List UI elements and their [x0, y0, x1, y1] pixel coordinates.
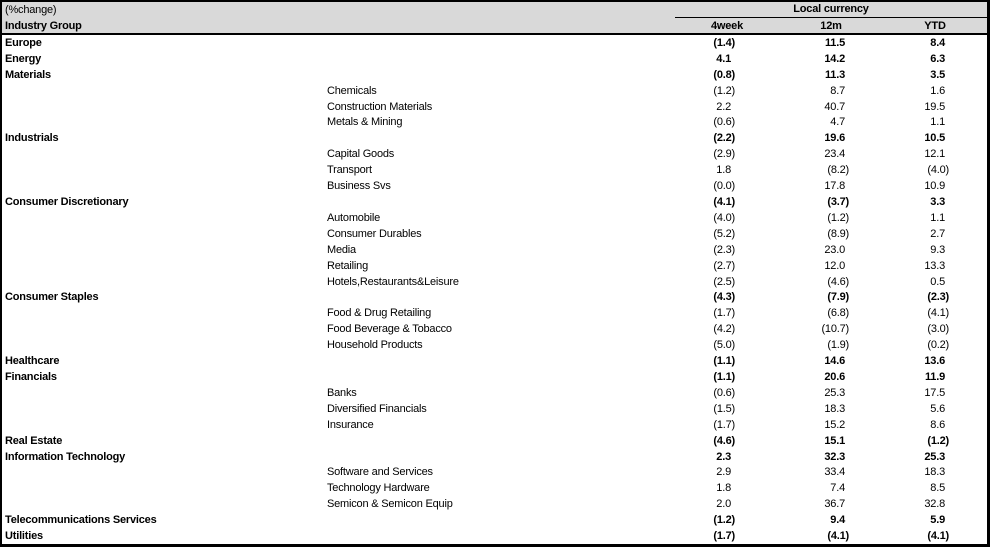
value-12m: (4.6) — [827, 275, 849, 288]
value-ytd: 13.6 — [924, 355, 945, 368]
value-12m: 18.3 — [824, 402, 845, 415]
sub-industry-label: Insurance — [327, 418, 374, 431]
value-4week: (5.0) — [713, 339, 735, 352]
table-row — [2, 115, 987, 131]
table-row — [2, 146, 987, 162]
table-row — [2, 258, 987, 274]
sub-industry-label: Semicon & Semicon Equip — [327, 498, 453, 511]
value-12m: 14.6 — [824, 355, 845, 368]
column-header-12m: 12m — [820, 19, 842, 32]
value-4week: (1.7) — [713, 530, 735, 543]
table-row — [2, 464, 987, 480]
value-12m: 11.3 — [824, 68, 845, 81]
value-12m: (1.9) — [827, 339, 849, 352]
table-row — [2, 130, 987, 146]
value-12m: 15.1 — [824, 434, 845, 447]
table-row — [2, 369, 987, 385]
value-12m: (10.7) — [821, 323, 849, 336]
value-4week: (1.1) — [713, 370, 735, 383]
value-12m: (3.7) — [827, 196, 849, 209]
value-4week: 2.9 — [716, 466, 731, 479]
value-4week: 1.8 — [716, 482, 731, 495]
value-12m: 4.7 — [830, 116, 845, 129]
header-row-columns — [2, 18, 987, 33]
value-ytd: 6.3 — [930, 52, 945, 65]
sub-industry-label: Hotels,Restaurants&Leisure — [327, 275, 459, 288]
value-12m: 40.7 — [824, 100, 845, 113]
table-row — [2, 480, 987, 496]
value-ytd: (3.0) — [927, 323, 949, 336]
sub-industry-label: Retailing — [327, 259, 369, 272]
column-header-ytd: YTD — [924, 19, 946, 32]
table-row — [2, 51, 987, 67]
sub-industry-label: Capital Goods — [327, 148, 395, 161]
value-12m: 9.4 — [830, 514, 845, 527]
value-ytd: 8.4 — [930, 36, 945, 49]
value-ytd: 2.7 — [930, 227, 945, 240]
value-12m: 25.3 — [824, 386, 845, 399]
industry-group-label: Consumer Staples — [5, 291, 99, 304]
value-12m: 19.6 — [824, 132, 845, 145]
industry-group-label: Telecommunications Services — [5, 514, 157, 527]
column-header-4week: 4week — [710, 19, 744, 32]
value-12m: 33.4 — [824, 466, 845, 479]
table-row — [2, 178, 987, 194]
value-12m: (8.2) — [827, 164, 849, 177]
value-ytd: (0.2) — [927, 339, 949, 352]
sub-industry-label: Software and Services — [327, 466, 433, 479]
industry-group-label: Real Estate — [5, 434, 63, 447]
industry-group-label: Utilities — [5, 530, 43, 543]
value-4week: (1.7) — [713, 418, 735, 431]
value-ytd: 12.1 — [924, 148, 945, 161]
table-row — [2, 210, 987, 226]
value-12m: 12.0 — [824, 259, 845, 272]
value-12m: (6.8) — [827, 307, 849, 320]
value-ytd: 5.9 — [930, 514, 945, 527]
value-ytd: (1.2) — [927, 434, 949, 447]
table-row — [2, 226, 987, 242]
sub-industry-label: Food & Drug Retailing — [327, 307, 432, 320]
value-4week: 2.3 — [716, 450, 731, 463]
value-4week: (4.2) — [713, 323, 735, 336]
value-ytd: 17.5 — [924, 386, 945, 399]
sub-industry-label: Automobile — [327, 211, 381, 224]
industry-group-label: Energy — [5, 52, 42, 65]
table-header — [2, 2, 987, 35]
value-4week: (0.0) — [713, 180, 735, 193]
sub-industry-label: Diversified Financials — [327, 402, 427, 415]
value-ytd: 10.9 — [924, 180, 945, 193]
value-ytd: 10.5 — [924, 132, 945, 145]
value-ytd: 13.3 — [924, 259, 945, 272]
value-ytd: 5.6 — [930, 402, 945, 415]
sub-industry-label: Consumer Durables — [327, 227, 422, 240]
value-4week: (4.6) — [713, 434, 735, 447]
table-row — [2, 99, 987, 115]
value-ytd: 1.6 — [930, 84, 945, 97]
table-row — [2, 321, 987, 337]
sub-industry-label: Banks — [327, 386, 357, 399]
table-row — [2, 528, 987, 544]
sub-industry-label: Media — [327, 243, 356, 256]
value-4week: (0.6) — [713, 116, 735, 129]
table-row — [2, 242, 987, 258]
value-ytd: 8.6 — [930, 418, 945, 431]
industry-group-header: Industry Group — [5, 19, 82, 32]
percent-change-label: (%change) — [5, 4, 57, 16]
table-row — [2, 274, 987, 290]
value-ytd: 19.5 — [924, 100, 945, 113]
table-row — [2, 83, 987, 99]
value-12m: (7.9) — [827, 291, 849, 304]
value-12m: 8.7 — [830, 84, 845, 97]
sub-industry-label: Construction Materials — [327, 100, 433, 113]
value-12m: 23.0 — [824, 243, 845, 256]
table-row — [2, 35, 987, 51]
industry-group-label: Materials — [5, 68, 51, 81]
table-row — [2, 433, 987, 449]
table-row — [2, 67, 987, 83]
value-ytd: 8.5 — [930, 482, 945, 495]
value-4week: 4.1 — [716, 52, 731, 65]
value-12m: (1.2) — [827, 211, 849, 224]
sub-industry-label: Transport — [327, 164, 372, 177]
sub-industry-label: Chemicals — [327, 84, 377, 97]
value-4week: 2.0 — [716, 498, 731, 511]
industry-group-label: Information Technology — [5, 450, 126, 463]
value-4week: (4.0) — [713, 211, 735, 224]
local-currency-group-header: Local currency — [675, 2, 987, 18]
value-4week: (4.1) — [713, 196, 735, 209]
table-row — [2, 496, 987, 512]
value-12m: 20.6 — [824, 370, 845, 383]
value-ytd: (4.1) — [927, 307, 949, 320]
value-4week: (1.2) — [713, 84, 735, 97]
value-ytd: 0.5 — [930, 275, 945, 288]
industry-group-label: Europe — [5, 36, 42, 49]
value-4week: (5.2) — [713, 227, 735, 240]
industry-group-label: Consumer Discretionary — [5, 196, 129, 209]
sub-industry-label: Household Products — [327, 339, 423, 352]
value-4week: (2.9) — [713, 148, 735, 161]
industry-group-label: Healthcare — [5, 355, 60, 368]
value-ytd: 1.1 — [930, 211, 945, 224]
value-ytd: 11.9 — [924, 370, 945, 383]
value-4week: 1.8 — [716, 164, 731, 177]
value-4week: (1.4) — [713, 36, 735, 49]
table-row — [2, 194, 987, 210]
value-ytd: 25.3 — [924, 450, 945, 463]
table-row — [2, 417, 987, 433]
value-12m: (8.9) — [827, 227, 849, 240]
value-4week: (1.7) — [713, 307, 735, 320]
header-row-currency — [2, 2, 987, 18]
value-12m: 32.3 — [824, 450, 845, 463]
value-4week: (2.5) — [713, 275, 735, 288]
table-row — [2, 385, 987, 401]
value-4week: (2.2) — [713, 132, 735, 145]
value-12m: (4.1) — [827, 530, 849, 543]
value-12m: 7.4 — [830, 482, 845, 495]
value-4week: (2.7) — [713, 259, 735, 272]
sub-industry-label: Food Beverage & Tobacco — [327, 323, 452, 336]
table-row — [2, 353, 987, 369]
value-ytd: 3.3 — [930, 196, 945, 209]
table-row — [2, 162, 987, 178]
value-ytd: 32.8 — [924, 498, 945, 511]
value-4week: 2.2 — [716, 100, 731, 113]
sub-industry-label: Business Svs — [327, 180, 391, 193]
table-body — [2, 35, 987, 544]
table-row — [2, 337, 987, 353]
value-ytd: 9.3 — [930, 243, 945, 256]
table-row — [2, 305, 987, 321]
value-12m: 11.5 — [824, 36, 845, 49]
value-4week: (2.3) — [713, 243, 735, 256]
value-12m: 36.7 — [824, 498, 845, 511]
table-row — [2, 401, 987, 417]
value-4week: (0.8) — [713, 68, 735, 81]
value-ytd: 1.1 — [930, 116, 945, 129]
value-ytd: (4.0) — [927, 164, 949, 177]
sub-industry-label: Technology Hardware — [327, 482, 430, 495]
sub-industry-label: Metals & Mining — [327, 116, 403, 129]
table-row — [2, 512, 987, 528]
value-4week: (1.2) — [713, 514, 735, 527]
value-4week: (0.6) — [713, 386, 735, 399]
value-4week: (4.3) — [713, 291, 735, 304]
value-ytd: 3.5 — [930, 68, 945, 81]
value-ytd: (2.3) — [927, 291, 949, 304]
value-ytd: 18.3 — [924, 466, 945, 479]
table-row — [2, 290, 987, 306]
value-12m: 14.2 — [824, 52, 845, 65]
value-4week: (1.5) — [713, 402, 735, 415]
value-12m: 15.2 — [824, 418, 845, 431]
value-ytd: (4.1) — [927, 530, 949, 543]
industry-group-label: Financials — [5, 370, 57, 383]
industry-group-label: Industrials — [5, 132, 59, 145]
value-4week: (1.1) — [713, 355, 735, 368]
value-12m: 17.8 — [824, 180, 845, 193]
table-row — [2, 449, 987, 465]
value-12m: 23.4 — [824, 148, 845, 161]
